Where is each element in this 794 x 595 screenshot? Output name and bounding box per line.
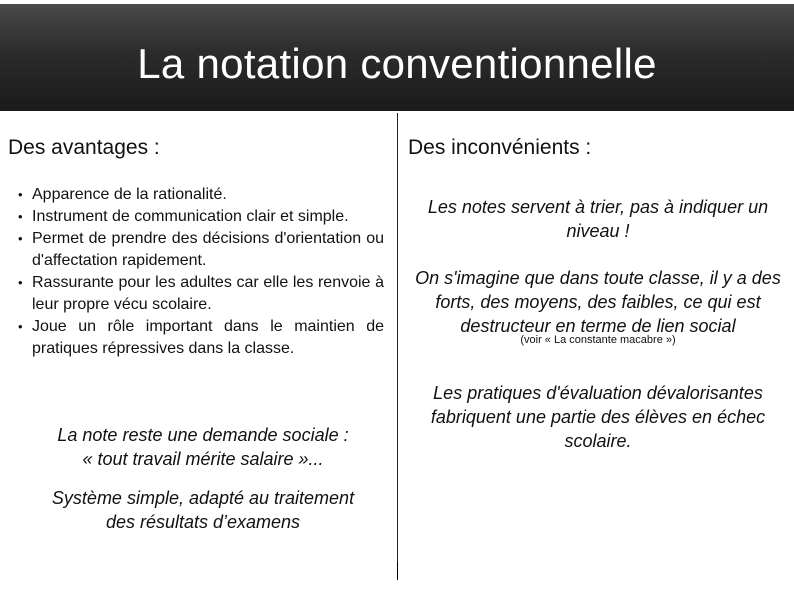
disadvantage-sorting: Les notes servent à trier, pas à indiquer un niveau ! [427, 197, 769, 241]
constante-macabre-reference: (voir « La constante macabre ») [520, 334, 676, 346]
disadvantage-social-bond-text: On s'imagine que dans toute classe, il y a des forts, des moyens, des faibles, ce qui est destructeur en terme de lien social [415, 268, 781, 336]
advantage-item: • Apparence de la rationalité. [14, 184, 384, 206]
disadvantage-failure: Les pratiques d'évaluation dévalorisantes fabriquent une partie des élèves en échec scolaire. [430, 383, 766, 451]
slide-title: La notation conventionnelle [137, 40, 657, 87]
quote-line: « tout travail mérite salaire »... [82, 449, 324, 469]
system-line: Système simple, adapté au traitement [51, 488, 355, 508]
advantage-item: • Rassurante pour les adultes car elle les renvoie à leur propre vécu scolaire. [14, 272, 384, 316]
social-demand-quote [10, 423, 396, 471]
disadvantages-heading: Des inconvénients : [408, 136, 592, 159]
advantage-item: • Joue un rôle important dans le maintien de pratiques répressives dans la classe. [14, 316, 384, 360]
quote-line: La note reste une demande sociale : [57, 425, 349, 445]
disadvantage-social-bond [404, 266, 792, 338]
column-divider [397, 113, 398, 580]
advantage-item: • Instrument de communication clair et simple. [14, 206, 384, 228]
system-line: des résultats d’examens [105, 512, 301, 532]
column-divider-tick [397, 562, 398, 580]
title-bar [0, 4, 794, 111]
advantages-heading: Des avantages : [8, 136, 160, 159]
simple-system-note [10, 486, 396, 534]
advantages-list [14, 184, 384, 360]
advantage-item: • Permet de prendre des décisions d'orientation ou d'affectation rapidement. [14, 228, 384, 272]
